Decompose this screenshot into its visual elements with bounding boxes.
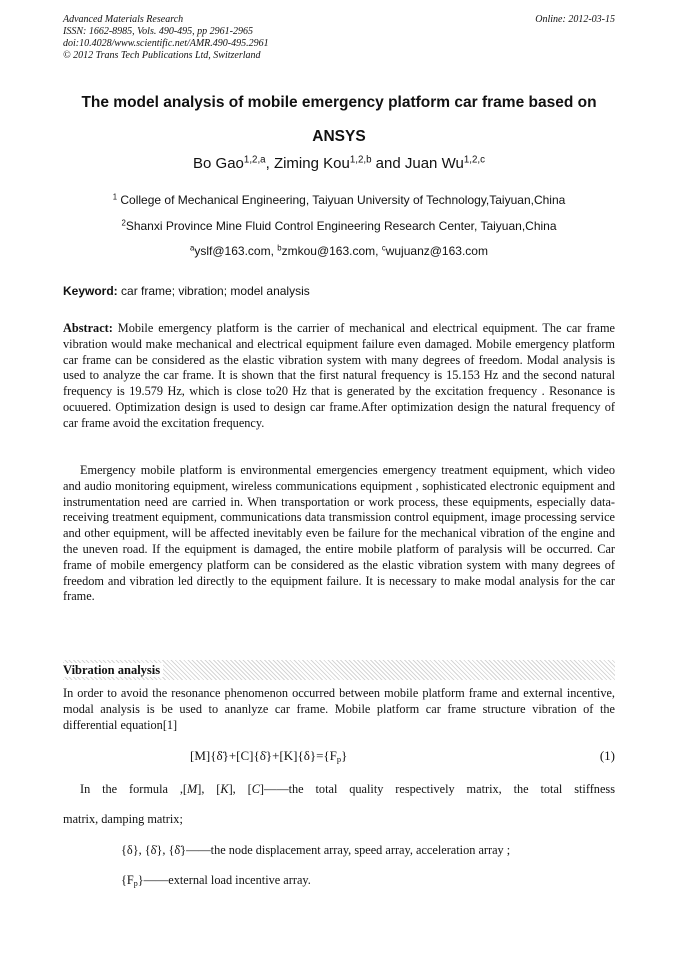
journal-name: Advanced Materials Research xyxy=(63,14,184,25)
email-sup: c xyxy=(381,243,386,253)
section-body: In order to avoid the resonance phenomenon occurred between mobile platform frame and external incentive, modal analysis is be used to ananlyze car frame. Mobile platform car frame structure vibration of the differential equation[1] xyxy=(63,686,615,732)
equation-body: [M]{δ̈}+[C]{δ̇}+[K]{δ}={F xyxy=(190,748,337,763)
formula-text: }——external load incentive array. xyxy=(137,873,311,887)
keywords xyxy=(63,284,310,298)
author-affil-sup: 1,2,a xyxy=(243,154,266,166)
affiliation-text: College of Mechanical Engineering, Taiyuan University of Technology,Taiyuan,China xyxy=(120,193,566,207)
journal-header xyxy=(63,14,269,62)
keywords-label: Keyword: xyxy=(63,284,118,298)
title-line-2: ANSYS xyxy=(312,128,366,145)
doi-line: doi:10.4028/www.scientific.net/AMR.490-495.2961 xyxy=(63,38,269,49)
email-link[interactable]: zmkou@163.com, xyxy=(281,244,382,258)
affiliation-1 xyxy=(63,193,615,207)
equation-subscript: p xyxy=(336,754,342,765)
author-separator: , xyxy=(265,155,274,172)
formula-text: ], [ xyxy=(228,782,252,796)
author-affil-sup: 1,2,b xyxy=(349,154,372,166)
affiliation-sup: 2 xyxy=(121,218,126,228)
email-link[interactable]: wujuanz@163.com xyxy=(385,244,488,258)
keywords-text: car frame; vibration; model analysis xyxy=(117,284,310,298)
load-subscript: p xyxy=(133,878,138,888)
abstract-text: Mobile emergency platform is the carrier of mechanical and electrical equipment. The car frame vibration would make mechanical and electrical equipment failure even damaged. Mobile emergency platform car frame can be considered as the elastic vibration system with many degrees of freedom. Modal analysis is used to analyze the car frame. It is shown that the first natural frequency is 15.153 Hz and the second natural frequency is 19.579 Hz, which is close to20 Hz that is generated by the excitation frequency . Resonance is ocuuered. Optimization design is used to design car frame.After optimization design the natural frequency of car frame avoid the excitation frequency. xyxy=(63,321,615,430)
abstract xyxy=(63,321,615,432)
matrix-symbol: M xyxy=(186,782,198,796)
matrix-symbol: C xyxy=(251,782,260,796)
intro-paragraph: Emergency mobile platform is environmental emergencies emergency treatment equipment, which video and audio monitoring equipment, wireless communications equipment , sophisticated electronic equipment and instrumentation need are carried in. When transportation or work process, these equipments, especially data-receiving treatment equipment, communications data transmission control equipment, image processing service and other equipment, will be affected inevitably even be failure for the mechanical vibration of the engine and the uneven road. If the equipment is damaged, the entire mobile platform of paralysis will be occurred. Car frame of mobile emergency platform can be considered as the elastic vibration system with many degrees of freedom and vibration led directly to the equipment failure. It is necessary to make modal analysis for the car frame. xyxy=(63,463,615,604)
section-heading xyxy=(63,660,615,680)
author-affil-sup: 1,2,c xyxy=(463,154,485,166)
vector-definitions: {δ}, {δ̇}, {δ̈}——the node displacement array, speed array, acceleration array ; xyxy=(121,843,511,857)
section-heading-text: Vibration analysis xyxy=(63,663,163,677)
affiliation-2 xyxy=(63,219,615,233)
equation-close: } xyxy=(341,748,348,763)
email-sup: a xyxy=(190,243,195,253)
matrix-symbol: K xyxy=(220,782,229,796)
formula-explain-line-2: matrix, damping matrix; xyxy=(63,812,183,826)
equation-number: (1) xyxy=(599,748,615,763)
equation-1 xyxy=(190,748,347,764)
email-link[interactable]: yslf@163.com, xyxy=(194,244,278,258)
formula-text: ], [ xyxy=(197,782,221,796)
issn-line: ISSN: 1662-8985, Vols. 490-495, pp 2961-2965 xyxy=(63,26,253,37)
load-definition xyxy=(121,873,311,888)
copyright-line: © 2012 Trans Tech Publications Ltd, Switzerland xyxy=(63,50,261,61)
author-and: and xyxy=(371,155,405,172)
paper-title xyxy=(63,86,615,154)
online-date: Online: 2012-03-15 xyxy=(535,14,615,25)
author-name: Bo Gao xyxy=(193,155,244,172)
formula-text: ]——the total quality respectively matrix, the total stiffness xyxy=(259,782,615,796)
email-sup: b xyxy=(277,243,282,253)
author-name: Ziming Kou xyxy=(273,155,350,172)
formula-text: {F xyxy=(121,873,134,887)
email-line xyxy=(63,244,615,258)
author-list xyxy=(63,155,615,172)
title-line-1: The model analysis of mobile emergency platform car frame based on xyxy=(81,94,597,111)
affiliation-sup: 1 xyxy=(112,192,118,202)
abstract-label: Abstract: xyxy=(63,321,113,335)
formula-explain-line-1 xyxy=(80,782,615,797)
affiliation-text: Shanxi Province Mine Fluid Control Engineering Research Center, Taiyuan,China xyxy=(125,219,557,233)
author-name: Juan Wu xyxy=(404,155,464,172)
formula-text: In the formula ,[ xyxy=(80,782,187,796)
